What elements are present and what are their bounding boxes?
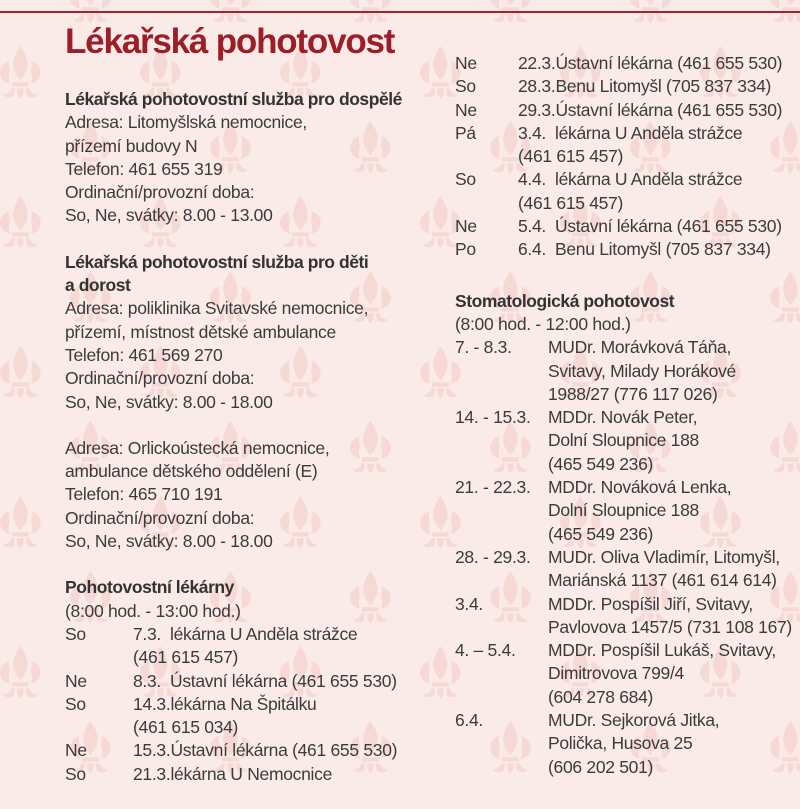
dental-date: 6.4. xyxy=(455,710,483,731)
section-dental xyxy=(455,290,800,779)
pharmacy-cell xyxy=(518,52,800,75)
section-heading: Pohotovostní lékárny xyxy=(65,577,234,598)
dental-cell xyxy=(548,639,800,709)
dental-line: MDDr. Pospíšil Jiří, Svitavy, xyxy=(548,593,753,614)
section-children-service-alt xyxy=(65,437,437,553)
pharmacy-cell xyxy=(133,693,437,740)
date-label: 21.3. xyxy=(133,763,171,784)
text-line: Ordinační/provozní doba: xyxy=(65,507,255,528)
date-label: 8.3. xyxy=(133,670,161,691)
pharmacy-cell xyxy=(518,99,800,122)
dental-row xyxy=(455,593,800,640)
dental-cell xyxy=(548,336,800,406)
pharmacy-row xyxy=(455,52,800,75)
pharmacy-row xyxy=(455,122,800,169)
day-label: Ne xyxy=(65,740,87,761)
text-line: přízemí budovy N xyxy=(65,135,198,156)
pharmacy-entry xyxy=(518,122,800,145)
text-line: přízemí, místnost dětské ambulance xyxy=(65,321,336,342)
date-label: 7.3. xyxy=(133,623,161,644)
pharmacy-phone-line: (461 615 034) xyxy=(133,717,239,738)
pharmacy-cell xyxy=(518,238,800,261)
day-label: Po xyxy=(455,239,476,260)
pharmacy-name: Ústavní lékárna (461 655 530) xyxy=(555,53,783,73)
pharmacy-row xyxy=(455,99,800,122)
dental-cell xyxy=(548,709,800,779)
day-label: So xyxy=(455,76,476,97)
dental-line: MDDr. Nováková Lenka, xyxy=(548,477,732,498)
day-label: Ne xyxy=(455,216,477,237)
date-label: 3.4. xyxy=(518,122,546,143)
pharmacy-cell xyxy=(133,763,437,786)
pharmacy-rows-left xyxy=(65,623,437,786)
pharmacy-row xyxy=(65,670,437,693)
pharmacy-row xyxy=(455,238,800,261)
date-label: 29.3. xyxy=(518,99,556,120)
pharmacy-hours: (8:00 hod. - 13:00 hod.) xyxy=(65,600,241,621)
pharmacy-cell xyxy=(133,670,437,693)
date-label: 28.3. xyxy=(518,76,556,97)
dental-line: Dolní Sloupnice 188 xyxy=(548,430,699,451)
pharmacy-entry xyxy=(133,693,437,716)
pharmacy-name: lékárna U Anděla strážce xyxy=(555,169,743,190)
pharmacy-name: lékárna Na Špitálku xyxy=(170,693,317,714)
pharmacy-entry xyxy=(133,623,437,646)
dental-line: Polička, Husova 25 xyxy=(548,733,693,754)
dental-date: 28. - 29.3. xyxy=(455,546,531,567)
section-body xyxy=(65,111,437,227)
pharmacy-cell xyxy=(518,122,800,169)
pharmacy-row xyxy=(65,623,437,670)
day-label: So xyxy=(65,623,86,644)
pharmacy-row xyxy=(65,763,437,786)
day-label: So xyxy=(65,693,86,714)
pharmacy-row xyxy=(455,215,800,238)
section-body xyxy=(65,437,437,553)
dental-line: (465 549 236) xyxy=(548,523,654,544)
section-pharmacies xyxy=(65,576,437,786)
pharmacy-name: Ústavní lékárna (461 655 530) xyxy=(170,670,397,691)
pharmacy-cell xyxy=(518,168,800,215)
date-label: 15.3. xyxy=(133,740,171,761)
pharmacy-cell xyxy=(133,623,437,670)
pharmacy-name: lékárna U Anděla strážce xyxy=(555,122,743,143)
text-line: Telefon: 461 569 270 xyxy=(65,344,223,365)
day-label: So xyxy=(65,763,86,784)
text-line: a dorost xyxy=(65,275,131,296)
text-line: So, Ne, svátky: 8.00 - 18.00 xyxy=(65,531,273,552)
dental-line: MUDr. Sejkorová Jitka, xyxy=(548,710,720,731)
text-line: Lékařská pohotovostní služba pro děti xyxy=(65,251,369,272)
dental-line: Svitavy, Milady Horákové xyxy=(548,360,736,381)
dental-line: (606 202 501) xyxy=(548,756,654,777)
date-label: 14.3. xyxy=(133,693,171,714)
dental-row xyxy=(455,336,800,406)
pharmacy-entry xyxy=(133,670,437,693)
pharmacy-name: Benu Litomyšl (705 837 334) xyxy=(555,239,771,260)
date-label: 4.4. xyxy=(518,169,546,190)
date-label: 5.4. xyxy=(518,216,546,237)
dental-date: 7. - 8.3. xyxy=(455,337,512,358)
pharmacy-row xyxy=(65,693,437,740)
left-column xyxy=(65,22,437,809)
day-label: So xyxy=(455,169,476,190)
dental-cell xyxy=(548,546,800,593)
pharmacy-row xyxy=(65,739,437,762)
dental-line: Dimitrovova 799/4 xyxy=(548,663,684,684)
pharmacy-phone-line: (461 615 457) xyxy=(518,192,624,213)
pharmacy-entry xyxy=(518,99,800,122)
dental-row xyxy=(455,476,800,546)
text-line: Ordinační/provozní doba: xyxy=(65,182,255,203)
pharmacy-name: Benu Litomyšl (705 837 334) xyxy=(555,76,772,97)
dental-line: MDDr. Pospíšil Lukáš, Svitavy, xyxy=(548,640,776,661)
pharmacy-name: lékárna U Nemocnice xyxy=(170,763,333,784)
dental-row xyxy=(455,709,800,779)
pharmacy-row xyxy=(455,168,800,215)
dental-date: 4. – 5.4. xyxy=(455,640,516,661)
date-label: 6.4. xyxy=(518,239,546,260)
section-heading xyxy=(65,251,437,298)
dental-date: 3.4. xyxy=(455,593,483,614)
day-label: Ne xyxy=(65,670,87,691)
dental-cell xyxy=(548,476,800,546)
dental-date: 21. - 22.3. xyxy=(455,477,531,498)
pharmacy-entry xyxy=(518,215,800,238)
pharmacy-name: lékárna U Anděla strážce xyxy=(170,623,358,644)
text-line: So, Ne, svátky: 8.00 - 13.00 xyxy=(65,205,273,226)
dental-line: MDDr. Novák Peter, xyxy=(548,407,698,428)
section-adult-service xyxy=(65,88,437,228)
pharmacy-name: Ústavní lékárna (461 655 530) xyxy=(170,740,398,761)
pharmacy-entry xyxy=(133,739,437,762)
dental-line: 1988/27 (776 117 026) xyxy=(548,383,718,404)
text-line: Telefon: 461 655 319 xyxy=(65,158,223,179)
pharmacy-entry xyxy=(133,763,437,786)
section-children-service xyxy=(65,251,437,414)
day-label: Pá xyxy=(455,122,476,143)
section-heading: Stomatologická pohotovost xyxy=(455,290,675,311)
dental-line: (604 278 684) xyxy=(548,686,654,707)
text-line: Adresa: poliklinika Svitavské nemocnice, xyxy=(65,298,369,319)
pharmacy-entry xyxy=(518,238,800,261)
pharmacy-phone-line: (461 615 457) xyxy=(133,647,239,668)
day-label: Ne xyxy=(455,99,477,120)
dental-line: MUDr. Morávková Táňa, xyxy=(548,337,732,358)
dental-rows xyxy=(455,336,800,779)
dental-cell xyxy=(548,406,800,476)
pharmacy-name: Ústavní lékárna (461 655 530) xyxy=(555,99,783,120)
section-body xyxy=(65,297,437,413)
dental-line: Dolní Sloupnice 188 xyxy=(548,500,699,521)
top-rule xyxy=(0,11,800,13)
pharmacy-cell xyxy=(518,215,800,238)
pharmacy-name: Ústavní lékárna (461 655 530) xyxy=(555,216,782,237)
dental-line: Mariánská 1137 (461 614 614) xyxy=(548,570,777,591)
text-line: Telefon: 465 710 191 xyxy=(65,484,223,505)
text-line: Adresa: Litomyšlská nemocnice, xyxy=(65,112,307,133)
right-column xyxy=(455,52,800,802)
pharmacy-cell xyxy=(518,75,800,98)
pharmacy-entry xyxy=(518,168,800,191)
pharmacy-entry xyxy=(518,52,800,75)
dental-row xyxy=(455,406,800,476)
text-line: Ordinační/provozní doba: xyxy=(65,368,255,389)
pharmacy-row xyxy=(455,75,800,98)
dental-hours: (8:00 hod. - 12:00 hod.) xyxy=(455,313,631,334)
page-title: Lékařská pohotovost xyxy=(65,22,395,61)
text-line: Adresa: Orlickoústecká nemocnice, xyxy=(65,437,330,458)
section-heading: Lékařská pohotovostní služba pro dospělé xyxy=(65,89,402,109)
text-line: So, Ne, svátky: 8.00 - 18.00 xyxy=(65,391,273,412)
dental-date: 14. - 15.3. xyxy=(455,407,531,428)
pharmacy-rows-right xyxy=(455,52,800,262)
pharmacy-phone-line: (461 615 457) xyxy=(518,146,624,167)
dental-row xyxy=(455,639,800,709)
text-line: ambulance dětského oddělení (E) xyxy=(65,461,318,482)
dental-cell xyxy=(548,593,800,640)
dental-line: Pavlovova 1457/5 (731 108 167) xyxy=(548,616,792,637)
pharmacy-entry xyxy=(518,75,800,98)
day-label: Ne xyxy=(455,53,477,73)
pharmacy-cell xyxy=(133,739,437,762)
dental-line: MUDr. Oliva Vladimír, Litomyšl, xyxy=(548,546,780,567)
dental-line: (465 549 236) xyxy=(548,453,654,474)
date-label: 22.3. xyxy=(518,53,556,73)
dental-row xyxy=(455,546,800,593)
